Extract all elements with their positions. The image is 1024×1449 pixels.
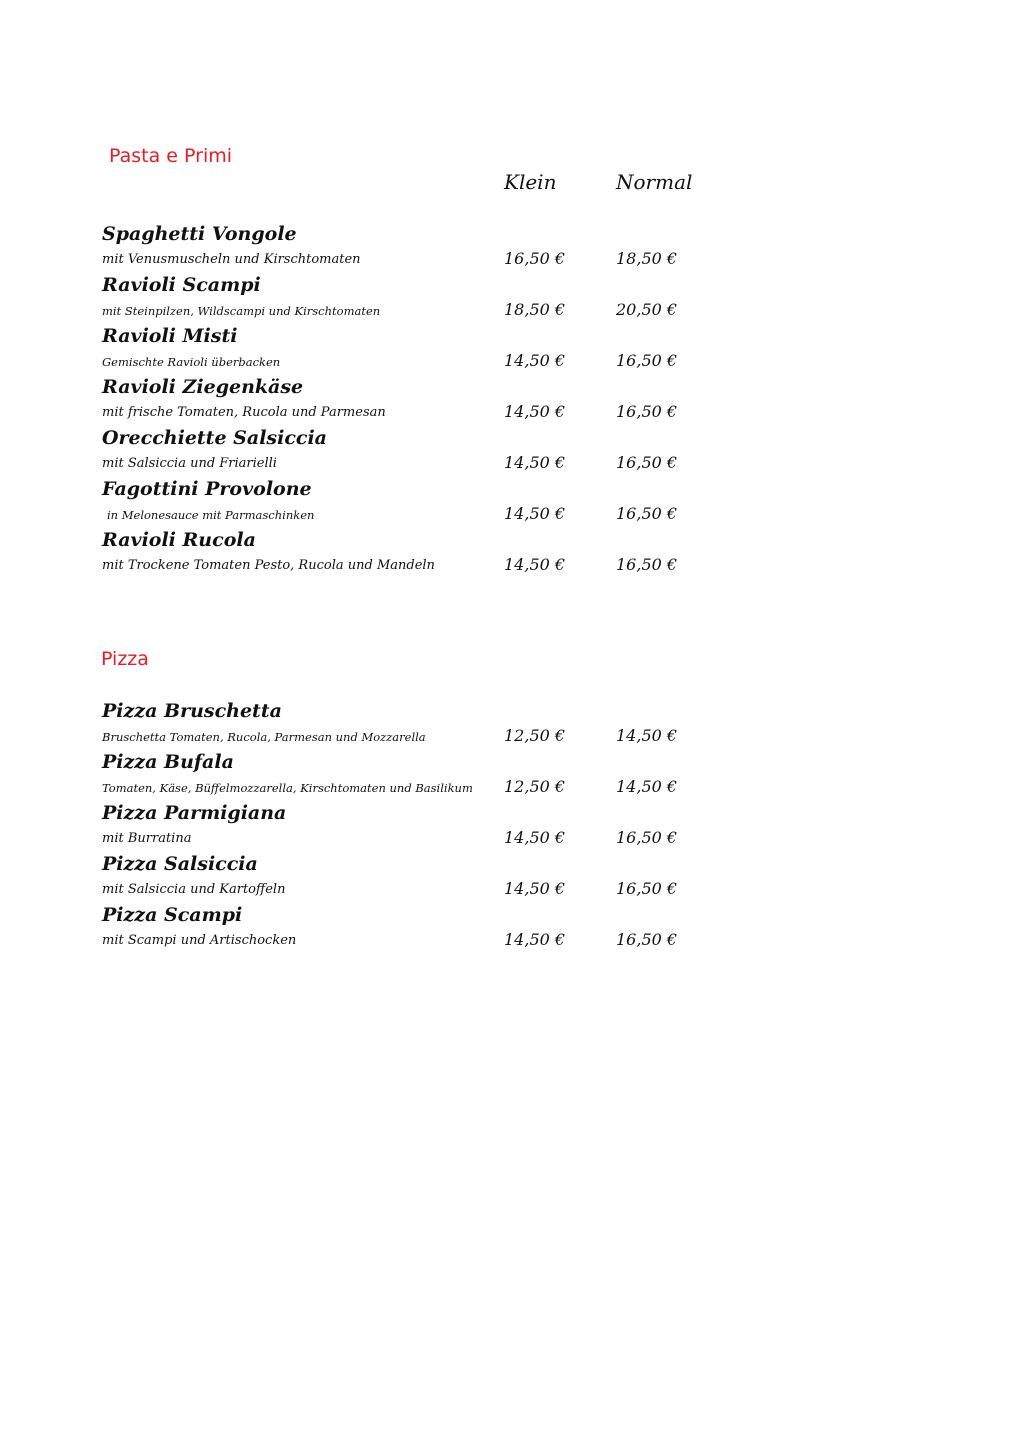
- menu-item: [102, 425, 782, 476]
- section-title-pizza: Pizza: [101, 648, 149, 670]
- menu-item: [102, 323, 782, 374]
- price-klein: 16,50 €: [504, 249, 566, 268]
- price-normal: 16,50 €: [616, 828, 678, 847]
- item-description: mit Trockene Tomaten Pesto, Rucola und Mandeln: [102, 558, 435, 573]
- pasta-menu-list: [102, 221, 782, 578]
- column-header-klein: Klein: [504, 170, 557, 194]
- price-normal: 16,50 €: [616, 504, 678, 523]
- price-normal: 16,50 €: [616, 351, 678, 370]
- item-description: mit Salsiccia und Friarielli: [102, 456, 277, 471]
- item-name: Orecchiette Salsiccia: [102, 427, 327, 449]
- price-normal: 16,50 €: [616, 453, 678, 472]
- price-normal: 16,50 €: [616, 930, 678, 949]
- menu-item: [102, 800, 782, 851]
- menu-item: [102, 698, 782, 749]
- item-description: Bruschetta Tomaten, Rucola, Parmesan und Mozzarella: [102, 730, 426, 744]
- menu-item: [102, 749, 782, 800]
- price-klein: 14,50 €: [504, 828, 566, 847]
- item-name: Pizza Parmigiana: [102, 802, 287, 824]
- item-name: Ravioli Scampi: [102, 274, 261, 296]
- item-name: Fagottini Provolone: [102, 478, 312, 500]
- price-klein: 14,50 €: [504, 453, 566, 472]
- price-klein: 14,50 €: [504, 555, 566, 574]
- price-normal: 14,50 €: [616, 726, 678, 745]
- menu-item: [102, 221, 782, 272]
- item-name: Ravioli Rucola: [102, 529, 256, 551]
- menu-item: [102, 374, 782, 425]
- price-klein: 18,50 €: [504, 300, 566, 319]
- item-name: Ravioli Ziegenkäse: [102, 376, 304, 398]
- item-description: Gemischte Ravioli überbacken: [102, 355, 281, 369]
- item-description: mit Salsiccia und Kartoffeln: [102, 882, 286, 897]
- price-klein: 14,50 €: [504, 504, 566, 523]
- price-klein: 14,50 €: [504, 879, 566, 898]
- item-description: in Melonesauce mit Parmaschinken: [107, 508, 315, 522]
- item-description: mit frische Tomaten, Rucola und Parmesan: [102, 405, 386, 420]
- item-name: Ravioli Misti: [102, 325, 238, 347]
- item-name: Spaghetti Vongole: [102, 223, 297, 245]
- price-klein: 12,50 €: [504, 777, 566, 796]
- menu-item: [102, 902, 782, 953]
- price-normal: 16,50 €: [616, 879, 678, 898]
- pizza-menu-list: [102, 698, 782, 953]
- menu-item: [102, 527, 782, 578]
- item-name: Pizza Bufala: [102, 751, 234, 773]
- item-name: Pizza Bruschetta: [102, 700, 282, 722]
- menu-item: [102, 272, 782, 323]
- item-description: Tomaten, Käse, Büffelmozzarella, Kirschtomaten und Basilikum: [102, 781, 473, 795]
- price-normal: 14,50 €: [616, 777, 678, 796]
- price-klein: 14,50 €: [504, 930, 566, 949]
- item-description: mit Steinpilzen, Wildscampi und Kirschtomaten: [102, 304, 381, 318]
- price-klein: 12,50 €: [504, 726, 566, 745]
- item-description: mit Scampi und Artischocken: [102, 933, 297, 948]
- item-name: Pizza Scampi: [102, 904, 243, 926]
- price-klein: 14,50 €: [504, 351, 566, 370]
- price-normal: 18,50 €: [616, 249, 678, 268]
- menu-item: [102, 476, 782, 527]
- item-description: mit Burratina: [102, 831, 192, 846]
- item-description: mit Venusmuscheln und Kirschtomaten: [102, 252, 361, 267]
- section-title-pasta: Pasta e Primi: [109, 145, 233, 167]
- price-klein: 14,50 €: [504, 402, 566, 421]
- item-name: Pizza Salsiccia: [102, 853, 258, 875]
- price-normal: 16,50 €: [616, 555, 678, 574]
- price-normal: 20,50 €: [616, 300, 678, 319]
- column-header-normal: Normal: [616, 170, 693, 194]
- price-normal: 16,50 €: [616, 402, 678, 421]
- menu-item: [102, 851, 782, 902]
